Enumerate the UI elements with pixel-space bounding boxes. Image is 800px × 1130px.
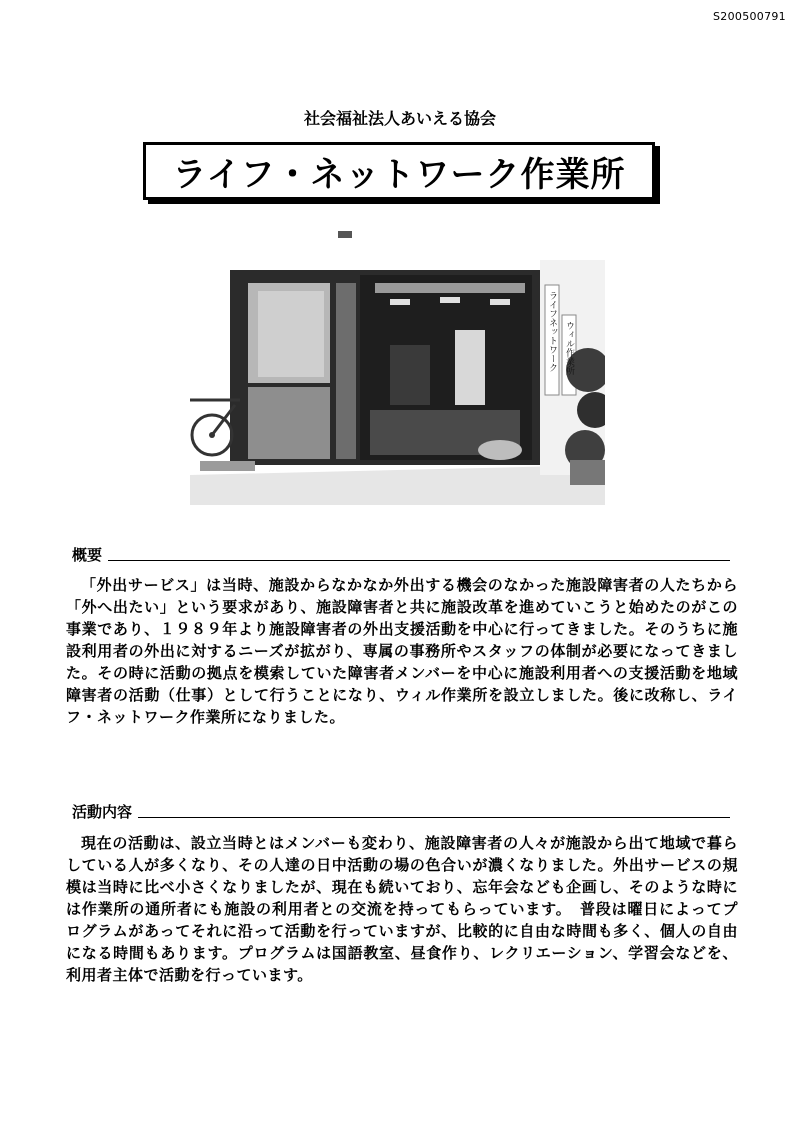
storefront-photo-drawing: [190, 225, 605, 505]
section-heading-label: 活動内容: [72, 803, 133, 821]
section-body-activities: [66, 832, 738, 986]
section-heading-rule: [138, 817, 730, 818]
paragraph-text: 「外出サービス」は当時、施設からなかなか外出する機会のなかった施設障害者の人たちから「外へ出たい」という要求があり、施設障害者と共に施設改革を進めていこうと始めたのがこの事業であり、１９８９年より施設障害者の外出支援活動を中心に行ってきました。そのうちに施設利用者の外出に対するニーズが拡がり、専属の事務所やスタッフの体制が必要になってきました。その時に活動の拠点を模索していた障害者メンバーを中心に施設利用者への支援活動を地域障害者の活動（仕事）として行うことになり、ウィル作業所を設立しました。後に改称し、ライフ・ネットワーク作業所になりました。: [66, 576, 738, 726]
page-title-text: ライフ・ネットワーク作業所: [172, 154, 626, 195]
organization-name: 社会福祉法人あいえる協会: [303, 109, 496, 128]
storefront-photo: [190, 225, 605, 505]
page-title: [143, 142, 655, 200]
section-heading-rule: [108, 560, 730, 561]
section-body-overview: [66, 574, 738, 728]
section-heading-activities: [62, 800, 730, 822]
section-heading-overview: [62, 543, 730, 565]
document-id: S200500791: [713, 10, 786, 23]
paragraph-text: 現在の活動は、設立当時とはメンバーも変わり、施設障害者の人々が施設から出て地域で暮らしている人が多くなり、その人達の日中活動の場の色合いが濃くなりました。外出サービスの規模は当時に比べ小さくなりましたが、現在も続いており、忘年会なども企画し、そのような時には作業所の通所者にも施設の利用者との交流を持ってもらっています。 普段は曜日によってプログラムがあってそれに沿って活動を行っていますが、比較的に自由な時間も多く、個人の自由になる時間もあります。プログラムは国語教室、昼食作り、レクリエーション、学習会などを、利用者主体で活動を行っています。: [66, 834, 738, 984]
sign-text-1: ライフネットワーク: [547, 291, 557, 372]
sign-text-2: ウィル作業所: [564, 321, 574, 375]
section-heading-label: 概要: [72, 546, 103, 564]
